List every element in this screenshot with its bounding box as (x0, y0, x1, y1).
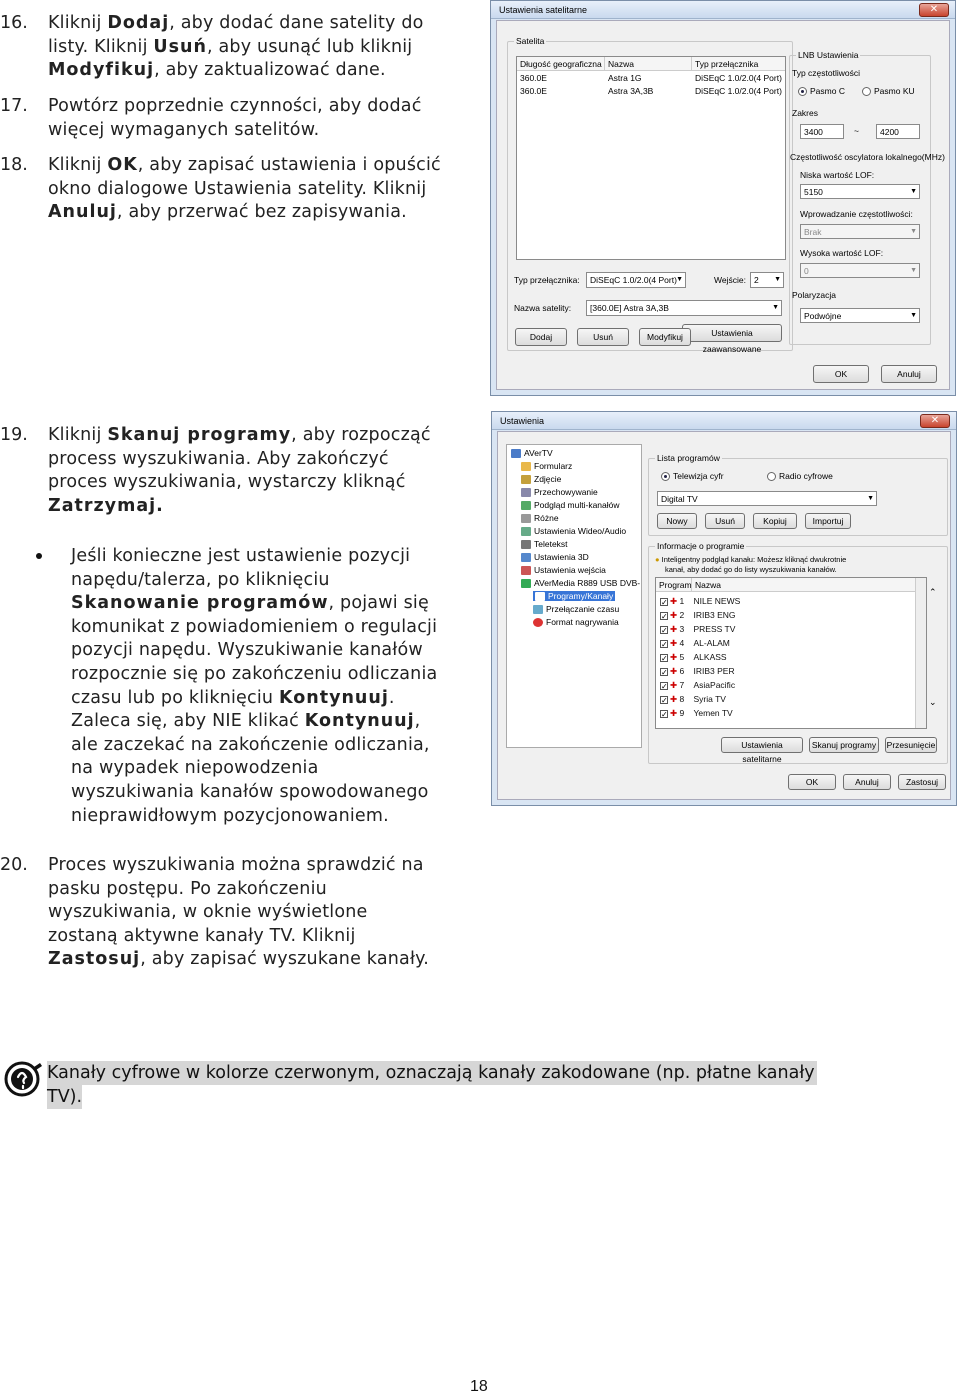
text-span: , pojawi się (328, 593, 429, 614)
band-ku-radio[interactable] (862, 86, 915, 96)
plus-icon: ✚ (670, 624, 678, 634)
tree-label: Ustawienia 3D (534, 552, 589, 562)
bullet-line: nieprawidłowym pozycjonowaniem. (71, 805, 389, 826)
text-span: , aby przerwać bez zapisywania. (116, 202, 407, 223)
column-header[interactable]: Nazwa (605, 57, 692, 71)
channel-name: Yemen TV (693, 708, 733, 718)
satellite-group (507, 36, 793, 354)
tree-item-selected[interactable] (533, 591, 615, 601)
channel-name: PRESS TV (693, 624, 736, 634)
column-header[interactable]: Typ przełącznika (692, 57, 786, 71)
step-20-line: Proces wyszukiwania można sprawdzić na (48, 855, 424, 875)
checkbox-icon[interactable] (660, 612, 668, 620)
radio-icon (798, 87, 807, 96)
bold-term: Kontynuuj (304, 711, 415, 732)
combo-value: Brak (804, 227, 822, 237)
chevron-down-icon: ▼ (910, 228, 917, 235)
tree-label: Różne (534, 513, 559, 523)
program-list-group (648, 453, 948, 536)
note-line-2: TV). (47, 1087, 83, 1107)
high-lof-combo[interactable] (800, 263, 920, 278)
channel-number: 3 (679, 624, 685, 634)
note-box (47, 1061, 905, 1110)
scrollbar[interactable] (915, 578, 926, 728)
bullet-line: pozycji napędu. Wyszukiwanie kanałów (71, 640, 423, 661)
tree-item[interactable] (533, 617, 619, 627)
bullet-line (71, 710, 437, 734)
text-span: , aby dodać dane satelity do (169, 13, 424, 33)
form-icon (521, 462, 531, 471)
step-18-line-2: okno dialogowe Ustawienia satelity. Kliknij (48, 178, 427, 199)
channels-icon (535, 592, 545, 601)
checkbox-icon[interactable] (660, 640, 668, 648)
step-16-text (48, 12, 424, 83)
channel-row[interactable] (660, 622, 740, 636)
bullet-line: wyszukiwania kanałów spowodowanego (71, 781, 429, 802)
inputs-label: Wejście: (714, 275, 746, 285)
group-label: Satelita (516, 36, 545, 46)
channel-number: 2 (679, 610, 685, 620)
tree-item[interactable] (521, 500, 620, 510)
channel-row[interactable] (660, 706, 740, 720)
plus-icon: ✚ (670, 694, 678, 704)
range-from-input[interactable]: 3400 (800, 124, 844, 139)
step-20-line: pasku postępu. Po zakończeniu (48, 878, 327, 899)
group-label: LNB Ustawienia (798, 50, 859, 60)
bullet-line: rozpocznie się po zakończeniu odliczania (71, 663, 438, 684)
tree-label: Formularz (534, 461, 573, 471)
note-icon (4, 1059, 44, 1099)
step-19-number: 19. (0, 425, 28, 445)
column-header[interactable]: Program (656, 578, 692, 592)
channel-row[interactable] (660, 678, 740, 692)
tree-item[interactable] (511, 448, 553, 458)
lnb-group (789, 50, 945, 345)
input-icon (521, 566, 531, 575)
add-button[interactable]: Dodaj (515, 328, 567, 346)
radio-icon (767, 472, 776, 481)
plus-icon: ✚ (670, 596, 678, 606)
plus-icon: ✚ (670, 680, 678, 690)
checkbox-icon[interactable] (660, 682, 668, 690)
channel-row[interactable] (660, 664, 740, 678)
tree-item[interactable] (533, 604, 619, 614)
table-cell[interactable]: Astra 3A,3B (608, 86, 654, 96)
low-lof-label: Niska wartość LOF: (800, 170, 875, 180)
chevron-down-icon: ▼ (910, 188, 917, 195)
checkbox-icon[interactable] (660, 626, 668, 634)
channel-row[interactable] (660, 650, 740, 664)
checkbox-icon[interactable] (660, 710, 668, 718)
high-lof-label: Wysoka wartość LOF: (800, 248, 884, 258)
channel-number: 5 (679, 652, 685, 662)
combo-value: DiSEqC 1.0/2.0(4 Port) (590, 275, 677, 285)
range-label: Zakres (792, 108, 818, 118)
band-c-radio[interactable] (798, 86, 845, 96)
record-icon (533, 618, 543, 627)
photo-icon (521, 475, 531, 484)
bullet-text (71, 545, 437, 828)
avertv-icon (511, 449, 521, 458)
low-lof-combo[interactable] (800, 184, 920, 199)
digital-tv-radio[interactable] (661, 471, 724, 481)
tree-label: Teletekst (534, 539, 568, 549)
combo-value: 5150 (804, 187, 823, 197)
input-freq-label: Wprowadzanie częstotliwości: (800, 209, 913, 219)
radio-label: Telewizja cyfr (673, 471, 724, 481)
combo-value: [360.0E] Astra 3A,3B (590, 303, 669, 313)
step-16-line-2 (48, 36, 424, 60)
text-span: listy. Kliknij (48, 36, 154, 57)
text-span: Kliknij (48, 425, 108, 445)
text-span: , aby rozpocząć (291, 425, 431, 445)
chevron-down-icon: ▼ (774, 276, 781, 283)
video-audio-icon (521, 527, 531, 536)
text-span: , aby zapisać wyszukane kanały. (140, 949, 429, 970)
satellite-settings-button[interactable]: Ustawienia satelitarne (721, 737, 803, 753)
channel-number: 6 (679, 666, 685, 676)
radio-icon (862, 87, 871, 96)
remove-button[interactable]: Usuń (705, 513, 745, 529)
3d-icon (521, 553, 531, 562)
lo-frequency-label: Częstotliwość oscylatora lokalnego(MHz) (790, 152, 945, 162)
bullet-line: komunikat z powiadomieniem o regulacji (71, 616, 438, 637)
plus-icon: ✚ (670, 638, 678, 648)
input-freq-combo[interactable] (800, 224, 920, 239)
dialog-body (496, 20, 950, 390)
plus-icon: ✚ (670, 666, 678, 676)
text-span: , (414, 711, 421, 732)
switch-type-label: Typ przełącznika: (514, 275, 580, 285)
ok-button[interactable]: OK (813, 365, 869, 383)
step-20-text (48, 854, 429, 972)
bold-term: Modyfikuj (48, 60, 155, 81)
checkbox-icon[interactable] (660, 696, 668, 704)
channel-number: 1 (679, 596, 685, 606)
scan-programs-button[interactable]: Skanuj programy (809, 737, 879, 753)
ok-button[interactable]: OK (788, 774, 836, 790)
range-separator: ~ (854, 126, 859, 136)
polarization-label: Polaryzacja (792, 290, 836, 300)
modify-button[interactable]: Modyfikuj (639, 328, 691, 346)
step-19-line-2: process wyszukiwania. Aby zakończyć (48, 448, 389, 469)
bullet-line (71, 592, 437, 616)
bold-term: Anuluj (48, 202, 117, 223)
step-18-line-3 (48, 201, 441, 225)
tree-label: AVerTV (524, 448, 553, 458)
bullet-line: na wypadek niepowodzenia (71, 758, 319, 779)
tree-item[interactable] (521, 578, 640, 588)
tree-item[interactable] (521, 461, 572, 471)
checkbox-icon[interactable] (660, 598, 668, 606)
text-span: , aby zapisać ustawienia i opuścić (137, 155, 441, 175)
sat-name-label: Nazwa satelity: (514, 303, 572, 313)
step-17-line-1: Powtórz poprzednie czynności, aby dodać (48, 96, 422, 116)
settings-tree (506, 444, 642, 748)
cancel-button[interactable]: Anuluj (843, 774, 891, 790)
polarization-combo[interactable] (800, 308, 920, 323)
tree-item[interactable] (521, 474, 561, 484)
channel-name: IRIB3 ENG (693, 610, 736, 620)
tree-label: Format nagrywania (546, 617, 619, 627)
bold-term: OK (107, 155, 138, 175)
group-label: Informacje o programie (657, 541, 745, 551)
note-line-1: Kanały cyfrowe w kolorze czerwonym, oznaczają kanały zakodowane (np. płatne kanały (47, 1063, 815, 1083)
chevron-down-icon: ▼ (772, 304, 779, 311)
text-span: Kliknij (48, 155, 108, 175)
plus-icon: ✚ (670, 610, 678, 620)
advanced-settings-button[interactable]: Ustawienia zaawansowane (682, 324, 782, 342)
text-span: czasu lub po kliknięciu (71, 687, 279, 708)
settings-dialog (491, 411, 957, 806)
bold-term: Usuń (153, 36, 207, 57)
move-button[interactable] (885, 737, 937, 753)
text-span: . (388, 687, 395, 708)
misc-icon (521, 514, 531, 523)
table-cell[interactable]: Astra 1G (608, 73, 642, 83)
import-button[interactable]: Importuj (805, 513, 851, 529)
combo-value: Digital TV (661, 494, 698, 504)
tree-item[interactable] (521, 487, 598, 497)
close-icon[interactable]: ✕ (920, 414, 950, 428)
radio-label: Radio cyfrowe (779, 471, 833, 481)
tree-label: Ustawienia Wideo/Audio (534, 526, 627, 536)
inputs-combo[interactable] (750, 272, 784, 288)
step-19-line-1 (48, 424, 431, 448)
program-info-group (648, 541, 948, 764)
preview-icon (521, 501, 531, 510)
info-icon: ● (655, 555, 660, 564)
info-text (655, 555, 846, 564)
storage-icon (521, 488, 531, 497)
move-up-icon[interactable]: ⌃ (929, 587, 937, 597)
chevron-down-icon: ▼ (910, 267, 917, 274)
move-down-icon[interactable]: ⌄ (929, 697, 937, 707)
table-cell[interactable]: DiSEqC 1.0/2.0(4 Port) (695, 73, 782, 83)
tree-item[interactable] (521, 552, 589, 562)
channel-number: 4 (679, 638, 685, 648)
column-header[interactable]: Długość geograficzna (517, 57, 605, 71)
channel-name: IRIB3 PER (693, 666, 735, 676)
table-cell[interactable]: DiSEqC 1.0/2.0(4 Port) (695, 86, 782, 96)
step-19-line-4 (48, 495, 431, 519)
timeshift-icon (533, 605, 543, 614)
info-line: kanał, aby dodać go do listy wyszukiwania kanałów. (665, 565, 837, 574)
channel-name: Syria TV (693, 694, 726, 704)
combo-value: 2 (754, 275, 759, 285)
text-span: Zaleca się, aby NIE klikać (71, 711, 305, 732)
freq-type-label: Typ częstotliwości (792, 68, 861, 78)
dialog-titlebar (492, 412, 956, 430)
text-span: , aby zaktualizować dane. (154, 60, 386, 81)
text-span: , aby usunąć lub kliknij (206, 36, 413, 57)
channel-row[interactable] (660, 636, 740, 650)
bullet-dot (36, 553, 42, 559)
channel-name: AsiaPacific (693, 680, 736, 690)
bold-term: Zatrzymaj. (48, 495, 164, 516)
group-label: Lista programów (657, 453, 720, 463)
channel-rows (660, 594, 740, 720)
bullet-line: Jeśli konieczne jest ustawienie pozycji (71, 546, 411, 566)
step-20-line: zostaną aktywne kanały TV. Kliknij (48, 925, 356, 946)
teletext-icon (521, 540, 531, 549)
bold-term: Skanuj programy (107, 425, 292, 445)
info-line: Inteligentny podgląd kanału: Możesz kliknąć dwukrotnie (661, 555, 847, 564)
channel-row[interactable] (660, 594, 740, 608)
close-icon[interactable]: ✕ (919, 3, 949, 17)
satellite-settings-dialog (490, 0, 956, 396)
step-17-line-2: więcej wymaganych satelitów. (48, 119, 320, 140)
sat-name-combo[interactable] (586, 300, 782, 316)
channel-name: ALKASS (693, 652, 727, 662)
device-icon (521, 579, 531, 588)
tree-item[interactable] (521, 565, 606, 575)
new-button[interactable]: Nowy (657, 513, 697, 529)
channel-list[interactable] (655, 577, 927, 729)
chevron-down-icon: ▼ (867, 495, 874, 502)
remove-button[interactable]: Usuń (577, 328, 629, 346)
step-17-number: 17. (0, 96, 28, 116)
step-16-line-1 (48, 12, 424, 36)
dialog-title: Ustawienia (500, 416, 545, 426)
table-cell[interactable]: 360.0E (520, 73, 547, 83)
range-to-input[interactable]: 4200 (876, 124, 920, 139)
list-combo[interactable] (657, 491, 877, 506)
channel-name: AL-ALAM (693, 638, 730, 648)
step-19-text (48, 424, 431, 518)
step-18-number: 18. (0, 155, 28, 175)
bold-term: Skanowanie programów (71, 593, 329, 614)
tree-label: Zdjęcie (534, 474, 562, 484)
radio-icon (661, 472, 670, 481)
channel-number: 8 (679, 694, 685, 704)
bullet-line: ale zaczekać na zakończenie odliczania, (71, 734, 430, 755)
table-cell[interactable]: 360.0E (520, 86, 547, 96)
switch-type-combo[interactable] (586, 272, 686, 288)
button-label: Przesunięcie (886, 740, 936, 750)
step-19-line-3: proces wyszukiwania, wystarczy kliknąć (48, 472, 406, 493)
step-20-line: wyszukiwania, w oknie wyświetlone (48, 902, 368, 923)
chevron-down-icon: ▼ (676, 276, 683, 283)
tree-label: Programy/Kanały (548, 591, 614, 601)
bullet-line: napędu/talerza, po kliknięciu (71, 569, 330, 590)
column-header[interactable]: Nazwa (692, 578, 916, 592)
bold-term: Zastosuj (48, 949, 141, 970)
tree-label: AVerMedia R889 USB DVB- (534, 578, 641, 588)
checkbox-icon[interactable] (660, 668, 668, 676)
bold-term: Dodaj (107, 13, 170, 33)
dialog-body (497, 431, 951, 800)
step-18-text (48, 154, 441, 225)
combo-value: 0 (804, 266, 809, 276)
page-number: 18 (470, 1378, 488, 1395)
plus-icon: ✚ (670, 652, 678, 662)
channel-row[interactable] (660, 608, 740, 622)
step-20-number: 20. (0, 855, 28, 875)
bullet-line (71, 687, 437, 711)
tree-label: Przełączanie czasu (546, 604, 620, 614)
step-20-line (48, 948, 429, 972)
tree-item[interactable] (521, 526, 626, 536)
combo-value: Podwójne (804, 311, 842, 321)
radio-label: Pasmo KU (874, 86, 915, 96)
checkbox-icon[interactable] (660, 654, 668, 662)
tree-label: Przechowywanie (534, 487, 598, 497)
plus-icon: ✚ (670, 708, 678, 718)
tree-item[interactable] (521, 539, 568, 549)
step-17-text (48, 95, 422, 142)
bold-term: Kontynuuj (278, 687, 389, 708)
apply-button[interactable]: Zastosuj (898, 774, 946, 790)
tree-label: Ustawienia wejścia (534, 565, 606, 575)
channel-number: 7 (679, 680, 685, 690)
step-18-line-1 (48, 154, 441, 178)
tree-item[interactable] (521, 513, 559, 523)
step-16-number: 16. (0, 13, 28, 33)
channel-name: NILE NEWS (693, 596, 741, 606)
digital-radio-radio[interactable] (767, 471, 833, 481)
dialog-title: Ustawienia satelitarne (499, 5, 588, 15)
channel-row[interactable] (660, 692, 740, 706)
text-span: Kliknij (48, 13, 108, 33)
tree-label: Podgląd multi-kanałów (534, 500, 620, 510)
channel-number: 9 (679, 708, 685, 718)
copy-button[interactable]: Kopiuj (753, 513, 797, 529)
satellite-list[interactable] (516, 56, 786, 260)
step-16-line-3 (48, 59, 424, 83)
dialog-titlebar (491, 1, 955, 19)
chevron-down-icon: ▼ (910, 312, 917, 319)
cancel-button[interactable]: Anuluj (881, 365, 937, 383)
radio-label: Pasmo C (810, 86, 845, 96)
